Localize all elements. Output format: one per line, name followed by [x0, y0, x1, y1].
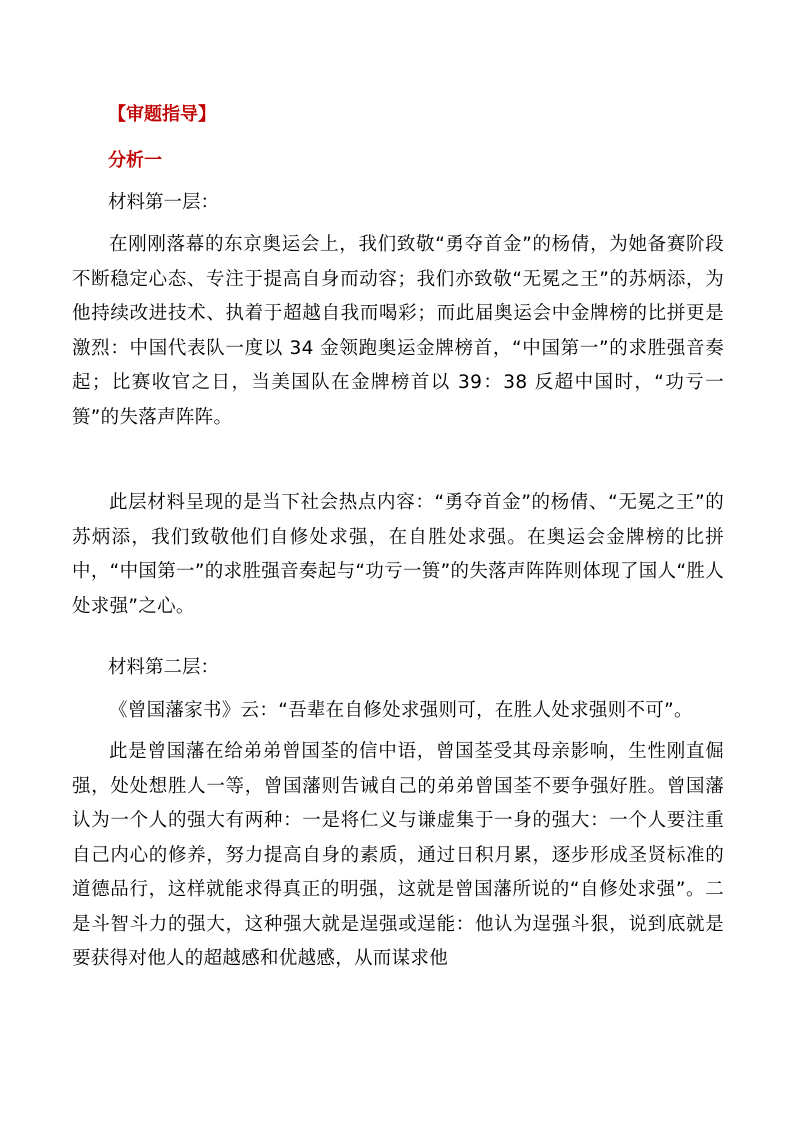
paragraph-1: 在刚刚落幕的东京奥运会上，我们致敬“勇夺首金”的杨倩，为她备赛阶段不断稳定心态、专注于提高自身而动容；我们亦致敬“无冕之王”的苏炳添，为他持续改进技术、执着于超越自我而喝彩；而此届奥运会中金牌榜的比拼更是激烈：中国代表队一度以 34 金领跑奥运金牌榜首，“中国第一”的求胜强音奏起；比赛收官之日，当美国队在金牌榜首以 39：38 反超中国时，“功亏一篑”的失落声阵阵。: [72, 234, 724, 428]
layer1-label: 材料第一层：: [108, 192, 220, 213]
paragraph-3: 《曾国藩家书》云：“吾辈在自修处求强则可，在胜人处求强则不可”。: [109, 700, 693, 721]
section-heading: 【审题指导】: [108, 104, 216, 125]
analysis-subheading: 分析一: [108, 150, 162, 171]
paragraph-4: 此是曾国藩在给弟弟曾国荃的信中语，曾国荃受其母亲影响，生性刚直倔强，处处想胜人一等，曾国藩则告诫自己的弟弟曾国荃不要争强好胜。曾国藩认为一个人的强大有两种：一是将仁义与谦虚集于一身的强大：一个人要注重自己内心的修养，努力提高自身的素质，通过日积月累，逐步形成圣贤标准的道德品行，这样就能求得真正的明强，这就是曾国藩所说的“自修处求强”。二是斗智斗力的强大，这种强大就是逞强或逞能：他认为逞强斗狠，说到底就是要获得对他人的超越感和优越感，从而谋求他: [72, 741, 724, 969]
paragraph-2: 此层材料呈现的是当下社会热点内容：“勇夺首金”的杨倩、“无冕之王”的苏炳添，我们致敬他们自修处求强，在自胜处求强。在奥运会金牌榜的比拼中，“中国第一”的求胜强音奏起与“功亏一篑”的失落声阵阵则体现了国人“胜人处求强”之心。: [72, 492, 724, 617]
layer2-label: 材料第二层：: [108, 657, 220, 678]
